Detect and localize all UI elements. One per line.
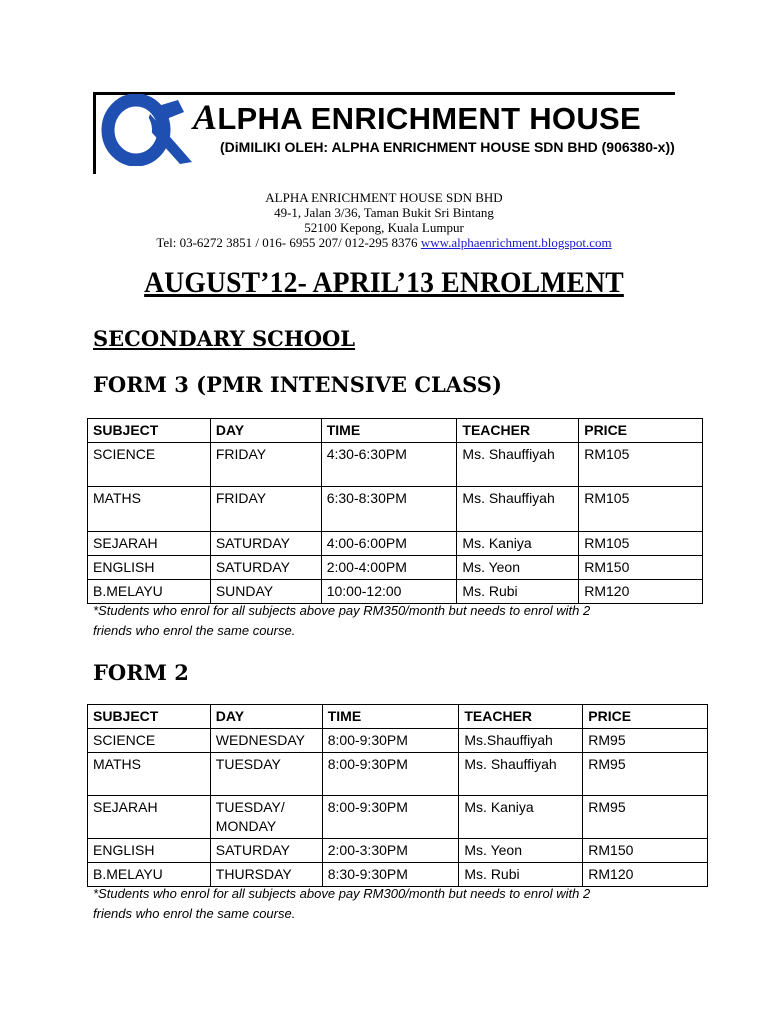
table-cell: 2:00-3:30PM [322, 839, 459, 863]
table-cell: RM105 [579, 443, 703, 487]
form3-table [87, 418, 703, 604]
form3-note [93, 601, 693, 641]
table-cell: Ms. Shauffiyah [457, 487, 579, 532]
form3-heading: FORM 3 (PMR INTENSIVE CLASS) [93, 372, 502, 397]
table-cell: ENGLISH [88, 556, 211, 580]
table-cell: RM105 [579, 532, 703, 556]
table-cell: 4:30-6:30PM [321, 443, 457, 487]
column-header: DAY [210, 419, 321, 443]
table-cell: RM95 [583, 753, 708, 796]
table-header-row [88, 419, 703, 443]
table-cell: RM120 [583, 863, 708, 887]
table-cell: 6:30-8:30PM [321, 487, 457, 532]
contact-line [0, 235, 768, 250]
table-cell: SATURDAY [210, 556, 321, 580]
table-cell: 8:00-9:30PM [322, 729, 459, 753]
table-cell: Ms. Yeon [457, 556, 579, 580]
table-cell: RM95 [583, 796, 708, 839]
table-cell: SCIENCE [88, 443, 211, 487]
table-row [88, 753, 708, 796]
table-cell: MATHS [88, 753, 211, 796]
table-cell: Ms. Shauffiyah [457, 443, 579, 487]
table-cell: 8:00-9:30PM [322, 796, 459, 839]
table-cell: RM95 [583, 729, 708, 753]
table-cell: 4:00-6:00PM [321, 532, 457, 556]
table-cell: RM105 [579, 487, 703, 532]
table-row [88, 796, 708, 839]
day-line: TUESDAY/ [215, 799, 285, 815]
table-cell: FRIDAY [210, 443, 321, 487]
table-cell: B.MELAYU [88, 580, 211, 604]
column-header: SUBJECT [88, 705, 211, 729]
table-row [88, 532, 703, 556]
column-header: PRICE [583, 705, 708, 729]
day-line: MONDAY [215, 818, 277, 834]
brand-initial: A [193, 97, 218, 137]
table-cell: Ms. Kaniya [459, 796, 583, 839]
table-cell: 8:00-9:30PM [322, 753, 459, 796]
letterhead [93, 92, 675, 174]
column-header: SUBJECT [88, 419, 211, 443]
table-row [88, 729, 708, 753]
form2-note [93, 884, 693, 924]
table-cell: ENGLISH [88, 839, 211, 863]
letterhead-left-rule [93, 92, 96, 174]
table-cell: SEJARAH [88, 532, 211, 556]
table-cell: THURSDAY [210, 863, 322, 887]
table-row [88, 556, 703, 580]
table-cell: Ms.Shauffiyah [459, 729, 583, 753]
note-line: friends who enrol the same course. [93, 906, 296, 921]
column-header: TEACHER [459, 705, 583, 729]
table-cell: FRIDAY [210, 487, 321, 532]
address-line-1: 49-1, Jalan 3/36, Taman Bukit Sri Bintang [274, 205, 494, 220]
table-cell: WEDNESDAY [210, 729, 322, 753]
table-cell: RM150 [583, 839, 708, 863]
table-cell: RM120 [579, 580, 703, 604]
note-line: *Students who enrol for all subjects above pay RM350/month but needs to enrol with 2 [93, 603, 591, 618]
note-line: *Students who enrol for all subjects above pay RM300/month but needs to enrol with 2 [93, 886, 591, 901]
alpha-logo-icon [98, 94, 198, 166]
table-cell: 2:00-4:00PM [321, 556, 457, 580]
table-row [88, 863, 708, 887]
table-cell: 8:30-9:30PM [322, 863, 459, 887]
table-row [88, 580, 703, 604]
column-header: PRICE [579, 419, 703, 443]
brand-name [193, 96, 641, 138]
form2-table [87, 704, 708, 887]
form2-heading: FORM 2 [93, 660, 189, 685]
page-title: AUGUST’12- APRIL’13 ENROLMENT [144, 266, 624, 299]
column-header: TEACHER [457, 419, 579, 443]
table-cell: SATURDAY [210, 532, 321, 556]
table-cell: Ms. Yeon [459, 839, 583, 863]
table-cell: Ms. Kaniya [457, 532, 579, 556]
telephone-numbers: Tel: 03-6272 3851 / 016- 6955 207/ 012-295 8376 [156, 235, 421, 250]
table-cell: SUNDAY [210, 580, 321, 604]
note-line: friends who enrol the same course. [93, 623, 296, 638]
table-row [88, 487, 703, 532]
table-cell: SATURDAY [210, 839, 322, 863]
table-cell: B.MELAYU [88, 863, 211, 887]
table-row [88, 443, 703, 487]
table-cell: MATHS [88, 487, 211, 532]
owner-line: (DiMILIKI OLEH: ALPHA ENRICHMENT HOUSE SDN BHD (906380-x)) [220, 139, 675, 155]
table-cell: 10:00-12:00 [321, 580, 457, 604]
table-cell: Ms. Shauffiyah [459, 753, 583, 796]
brand-rest: LPHA ENRICHMENT HOUSE [217, 101, 641, 136]
table-row [88, 839, 708, 863]
table-cell: RM150 [579, 556, 703, 580]
column-header: DAY [210, 705, 322, 729]
table-header-row [88, 705, 708, 729]
table-cell [210, 796, 322, 839]
table-cell: TUESDAY [210, 753, 322, 796]
website-link[interactable]: www.alphaenrichment.blogspot.com [420, 235, 612, 250]
column-header: TIME [322, 705, 459, 729]
column-header: TIME [321, 419, 457, 443]
table-cell: Ms. Rubi [457, 580, 579, 604]
table-cell: SEJARAH [88, 796, 211, 839]
table-cell: Ms. Rubi [459, 863, 583, 887]
address-line-2: 52100 Kepong, Kuala Lumpur [304, 220, 464, 235]
section-heading: SECONDARY SCHOOL [93, 326, 356, 351]
company-name: ALPHA ENRICHMENT HOUSE SDN BHD [265, 190, 503, 205]
table-cell: SCIENCE [88, 729, 211, 753]
